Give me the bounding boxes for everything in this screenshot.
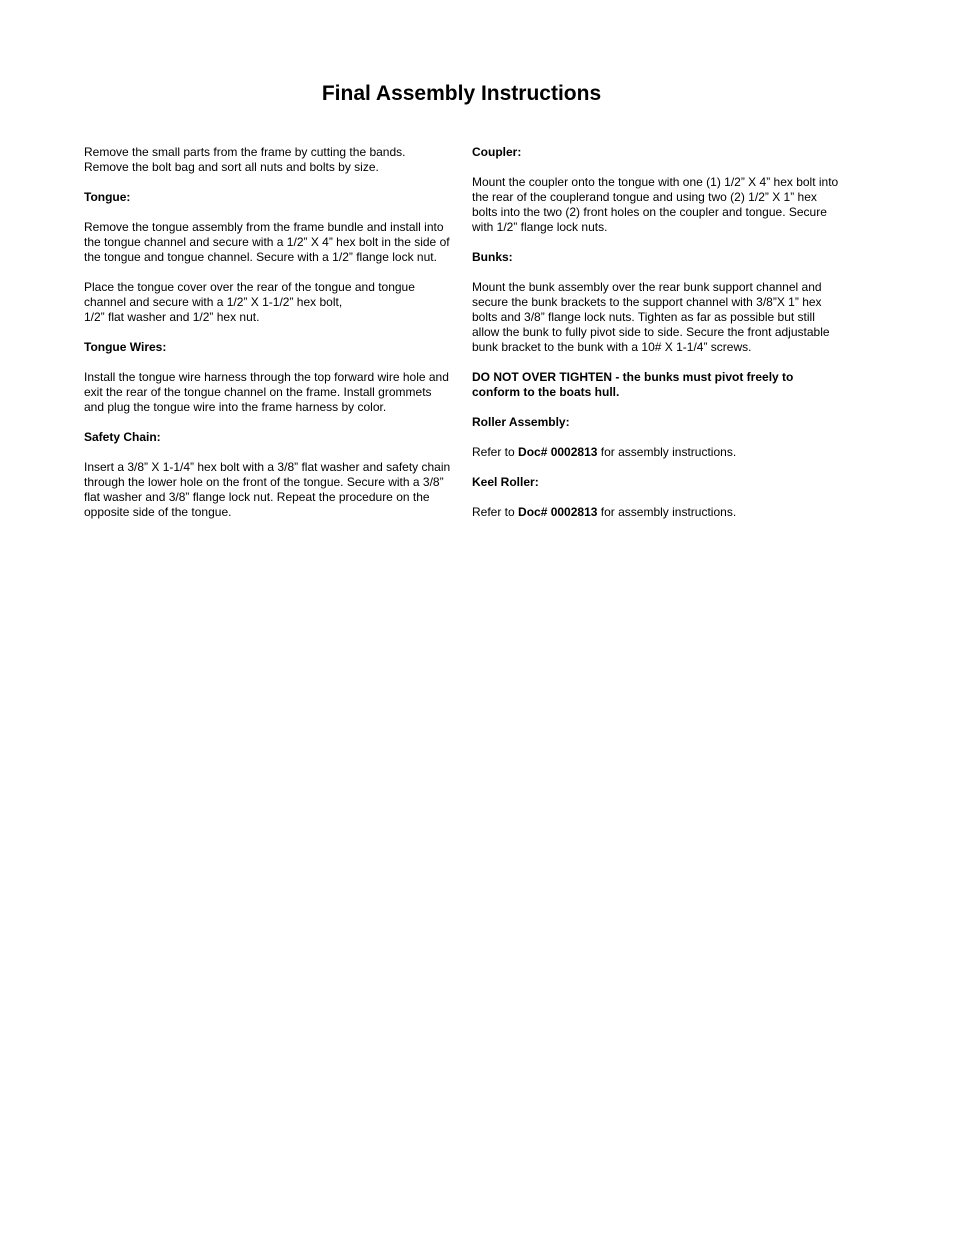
coupler-heading: Coupler: xyxy=(472,145,522,159)
intro-line-2: Remove the bolt bag and sort all nuts and bolts by size. xyxy=(84,160,379,174)
tongue-paragraph-2 xyxy=(84,280,454,325)
keel-doc-reference: Doc# 0002813 xyxy=(518,505,598,519)
safety-chain-paragraph: Insert a 3/8” X 1-1/4” hex bolt with a 3/8” flat washer and safety chain through the lower hole on the front of the tongue. Secure with a 3/8” flat washer and 3/8” flange lock nut. Repeat the procedure on the opposite side of the tongue. xyxy=(84,460,451,519)
tongue-paragraph-2-line-1: Place the tongue cover over the rear of the tongue and tongue channel and secure with a 1/2” X 1-1/2” hex bolt, xyxy=(84,280,415,309)
coupler-paragraph: Mount the coupler onto the tongue with one (1) 1/2” X 4” hex bolt into the rear of the couplerand tongue and using two (2) 1/2” X 1” hex bolts into the two (2) front holes on the coupler and tongue. Secure with 1/2” flange lock nuts. xyxy=(472,175,839,234)
keel-refer-suffix: for assembly instructions. xyxy=(597,505,737,519)
tongue-paragraph-1: Remove the tongue assembly from the frame bundle and install into the tongue channel and secure with a 1/2” X 4” hex bolt in the side of the tongue and tongue channel. Secure with a 1/2” flange lock nut. xyxy=(84,220,450,264)
left-column xyxy=(84,145,454,535)
keel-roller-paragraph xyxy=(472,505,844,520)
tongue-wires-paragraph: Install the tongue wire harness through the top forward wire hole and exit the rear of the tongue channel on the frame. Install grommets and plug the tongue wire into the frame harness by color. xyxy=(84,370,449,414)
tongue-paragraph-2-line-2: 1/2” flat washer and 1/2” hex nut. xyxy=(84,310,260,324)
intro-paragraph xyxy=(84,145,454,175)
safety-chain-heading: Safety Chain: xyxy=(84,430,161,444)
keel-roller-heading: Keel Roller: xyxy=(472,475,539,489)
bunks-heading: Bunks: xyxy=(472,250,513,264)
page-title: Final Assembly Instructions xyxy=(321,82,602,105)
roller-assembly-paragraph xyxy=(472,445,844,460)
intro-line-1: Remove the small parts from the frame by cutting the bands. xyxy=(84,145,406,159)
over-tighten-warning: DO NOT OVER TIGHTEN - the bunks must pivot freely to conform to the boats hull. xyxy=(472,370,794,399)
keel-refer-prefix: Refer to xyxy=(472,505,519,519)
tongue-wires-heading: Tongue Wires: xyxy=(84,340,167,354)
tongue-heading: Tongue: xyxy=(84,190,131,204)
right-column xyxy=(472,145,844,535)
roller-refer-suffix: for assembly instructions. xyxy=(597,445,737,459)
roller-doc-reference: Doc# 0002813 xyxy=(518,445,598,459)
bunks-paragraph: Mount the bunk assembly over the rear bunk support channel and secure the bunk brackets to the support channel with 3/8”X 1” hex bolts and 3/8” flange lock nuts. Tighten as far as possible but still allow the bunk to fully pivot side to side. Secure the front adjustable bunk bracket to the bunk with a 10# X 1-1/4” screws. xyxy=(472,280,830,354)
roller-assembly-heading: Roller Assembly: xyxy=(472,415,570,429)
roller-refer-prefix: Refer to xyxy=(472,445,519,459)
